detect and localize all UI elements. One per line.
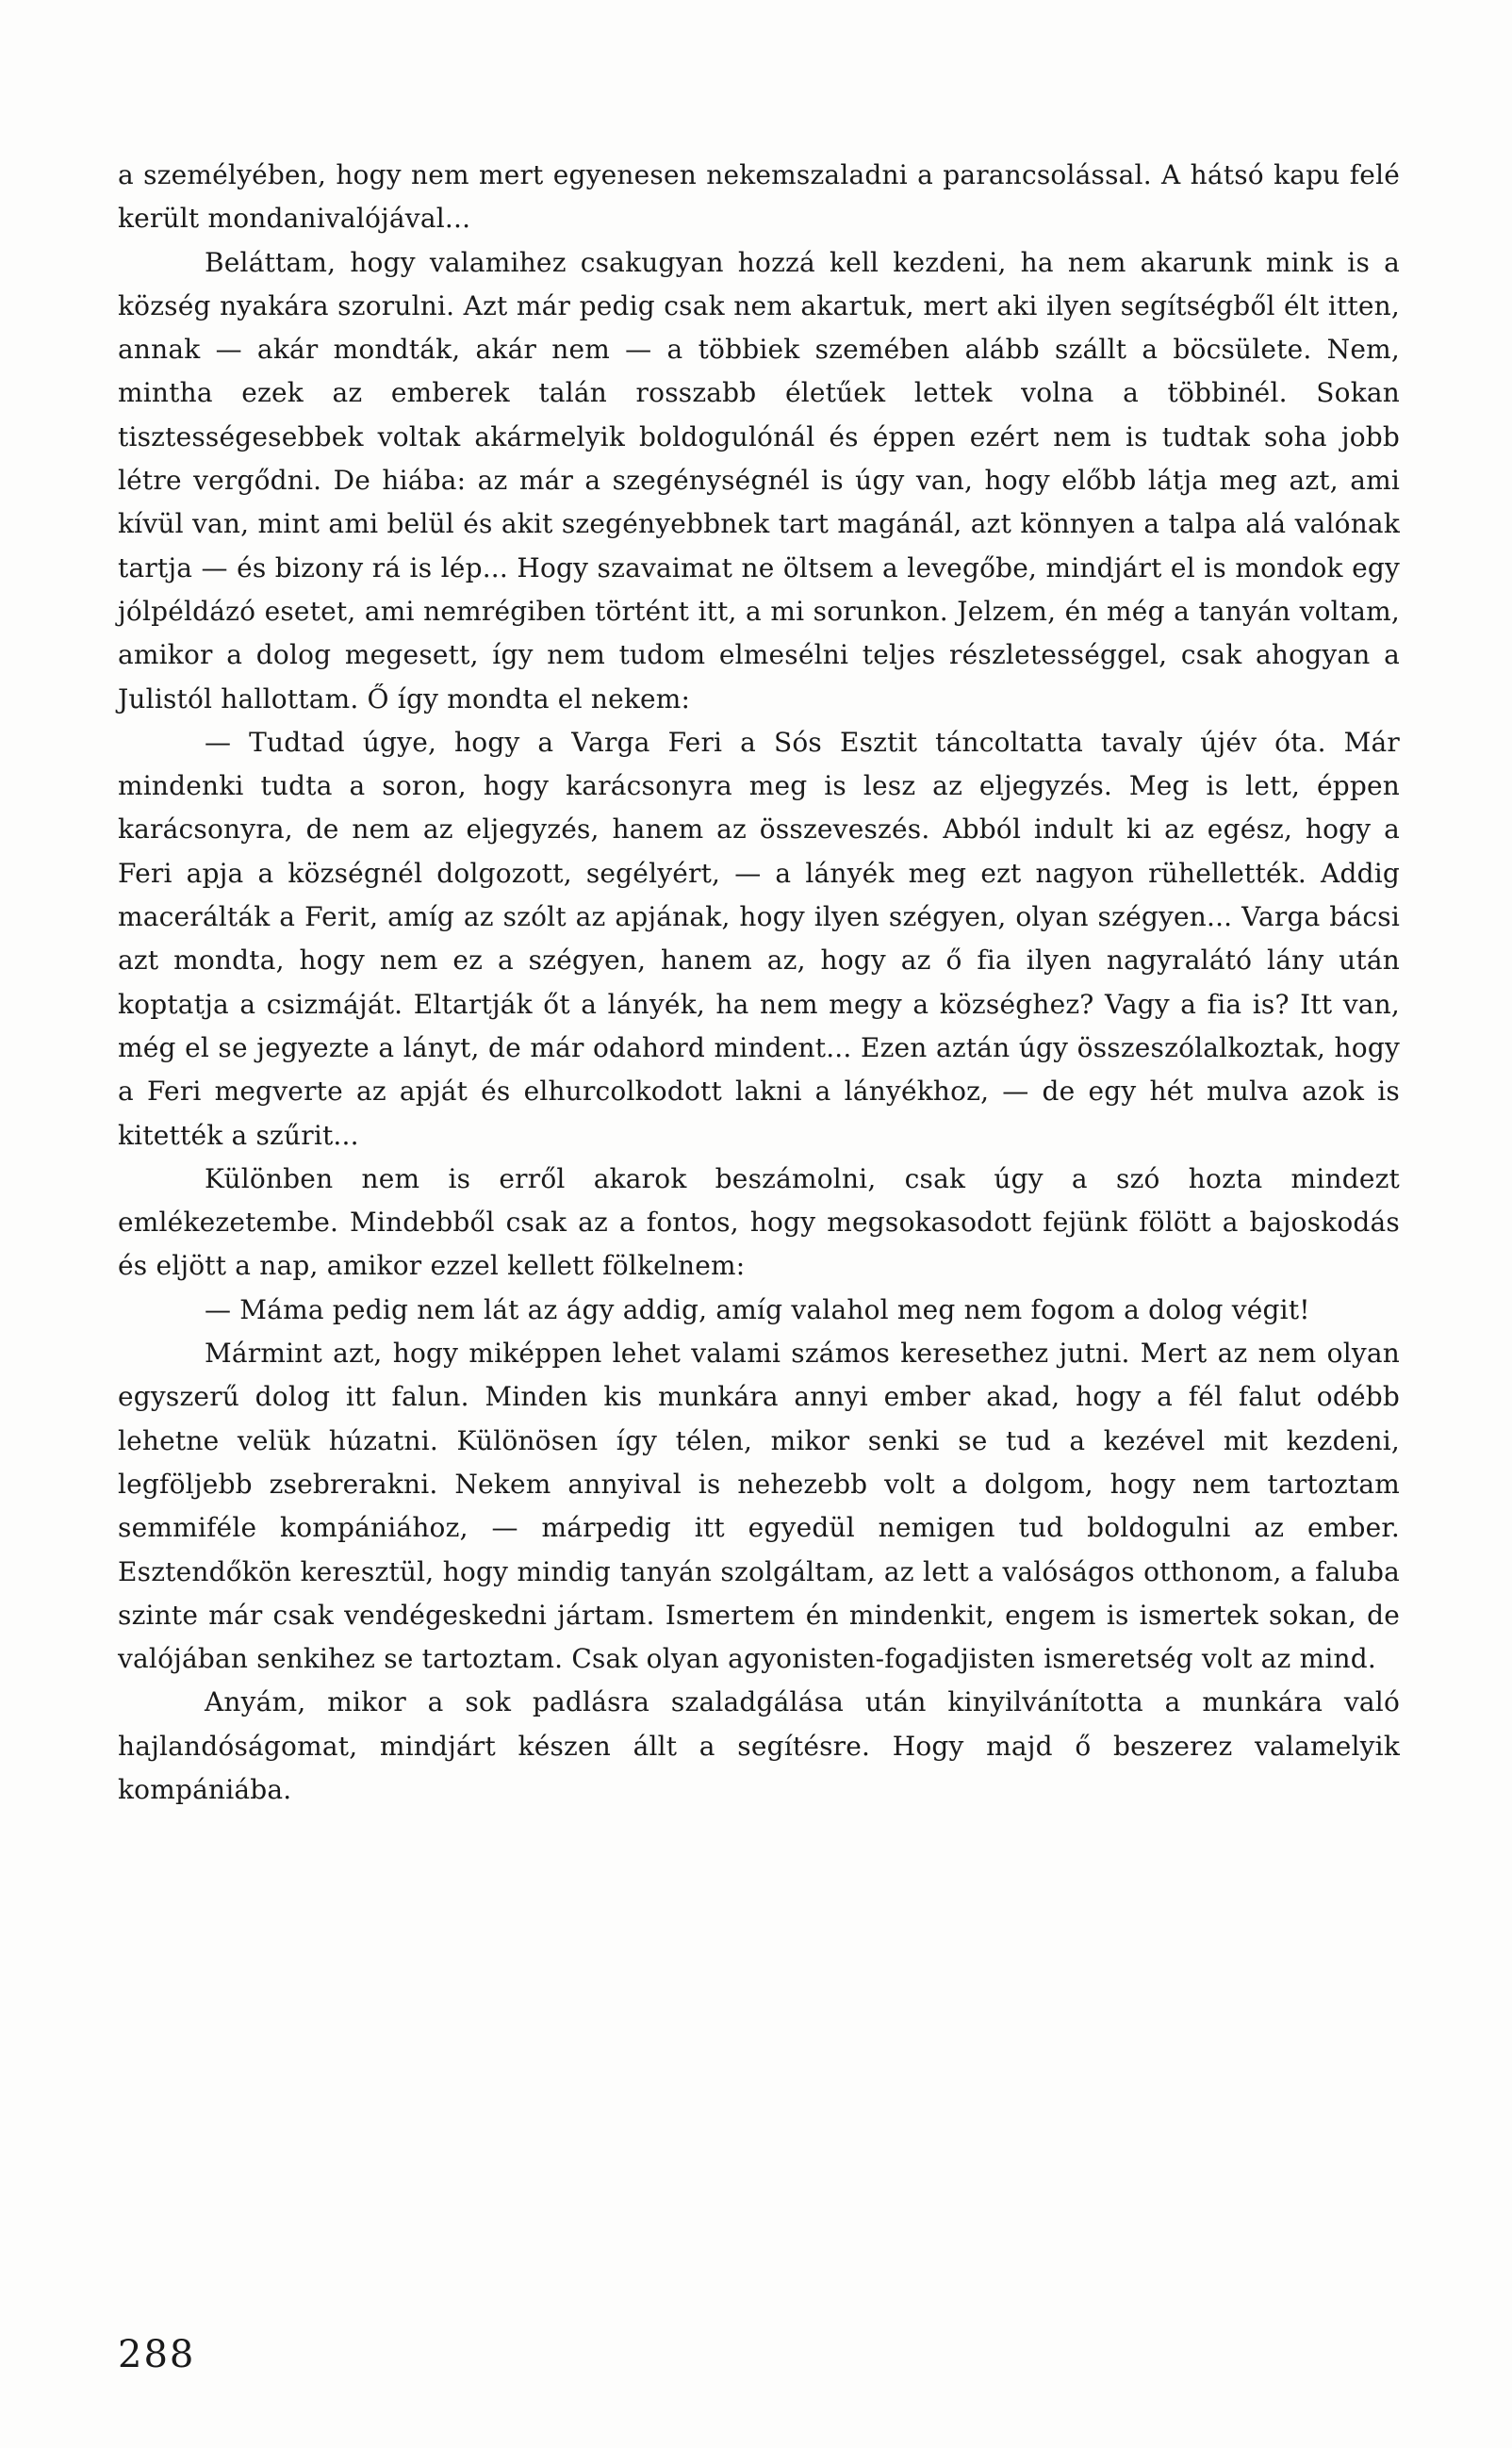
page-number: 288 xyxy=(118,2333,196,2376)
paragraph-julis-story: — Tudtad úgye, hogy a Varga Feri a Sós Esztit táncoltatta tavaly újév óta. Már mindenki tudta a soron, hogy karácsonyra meg is lesz az eljegyzés. Meg is lett, éppen karácsonyra, de nem az eljegyzés, hanem az összeveszés. Abból indult ki az egész, hogy a Feri apja a községnél dolgozott, segélyért, — a lányék meg ezt nagyon rühellették. Addig macerálták a Ferit, amíg az szólt az apjának, hogy ilyen szégyen, olyan szégyen... Varga bácsi azt mondta, hogy nem ez a szégyen, hanem az, hogy az ő fia ilyen nagyralátó lány után koptatja a csizmáját. Eltartják őt a lányék, ha nem megy a községhez? Vagy a fia is? Itt van, még el se jegyezte a lányt, de már odahord mindent... Ezen aztán úgy összeszólalkoztak, hogy a Feri megverte az apját és elhurcolkodott lakni a lányékhoz, — de egy hét mulva azok is kitették a szűrit... xyxy=(118,726,1400,1151)
paragraph-continuation: a személyében, hogy nem mert egyenesen nekemszaladni a parancsolással. A hátsó kapu felé került mondanivalójával... xyxy=(118,159,1400,235)
paragraph-digression: Különben nem is erről akarok beszámolni, csak úgy a szó hozta mindezt emlékezetembe. Mindebből csak az a fontos, hogy megsokasodott fejünk fölött a bajoskodás és eljött a nap, amikor ezzel kellett fölkelnem: xyxy=(118,1162,1400,1282)
paragraph-earning: Mármint azt, hogy miképpen lehet valami számos keresethez jutni. Mert az nem olyan egyszerű dolog itt falun. Minden kis munkára annyi ember akad, hogy a fél falut odébb lehetne velük húzatni. Különösen így télen, mikor senki se tud a kezével mit kezdeni, legföljebb zsebrerakni. Nekem annyival is nehezebb volt a dolgom, hogy nem tartoztam semmiféle kompániához, — márpedig itt egyedül nemigen tud boldogulni az ember. Esztendőkön keresztül, hogy mindig tanyán szolgáltam, az lett a valóságos otthonom, a faluba szinte már csak vendégeskedni jártam. Ismertem én mindenkit, engem is ismertek sokan, de valójában senkihez se tartoztam. Csak olyan agyonisten-fogadjisten ismeretség volt az mind. xyxy=(118,1338,1400,1675)
body-text xyxy=(118,154,1400,1812)
paragraph-resolution-quote: — Máma pedig nem lát az ágy addig, amíg valahol meg nem fogom a dolog végit! xyxy=(205,1293,1310,1325)
paragraph-mother: Anyám, mikor a sok padlásra szaladgálása után kinyilvánította a munkára való hajlandóságomat, mindjárt készen állt a segítésre. Hogy majd ő beszerez valamelyik kompániába. xyxy=(118,1686,1400,1805)
paragraph-situation: Beláttam, hogy valamihez csakugyan hozzá kell kezdeni, ha nem akarunk mink is a község nyakára szorulni. Azt már pedig csak nem akartuk, mert aki ilyen segítségből élt itten, annak — akár mondták, akár nem — a többiek szemében alább szállt a böcsülete. Nem, mintha ezek az emberek talán rosszabb életűek lettek volna a többinél. Sokan tisztességesebbek voltak akármelyik boldogulónál és éppen ezért nem is tudtak soha jobb létre vergődni. De hiába: az már a szegénységnél is úgy van, hogy előbb látja meg azt, ami kívül van, mint ami belül és akit szegényebbnek tart magánál, azt könnyen a talpa alá valónak tartja — és bizony rá is lép... Hogy szavaimat ne öltsem a levegőbe, mindjárt el is mondok egy jólpéldázó esetet, ami nemrégiben történt itt, a mi sorunkon. Jelzem, én még a tanyán voltam, amikor a dolog megesett, így nem tudom elmesélni teljes részletességgel, csak ahogyan a Julistól hallottam. Ő így mondta el nekem: xyxy=(118,246,1400,715)
